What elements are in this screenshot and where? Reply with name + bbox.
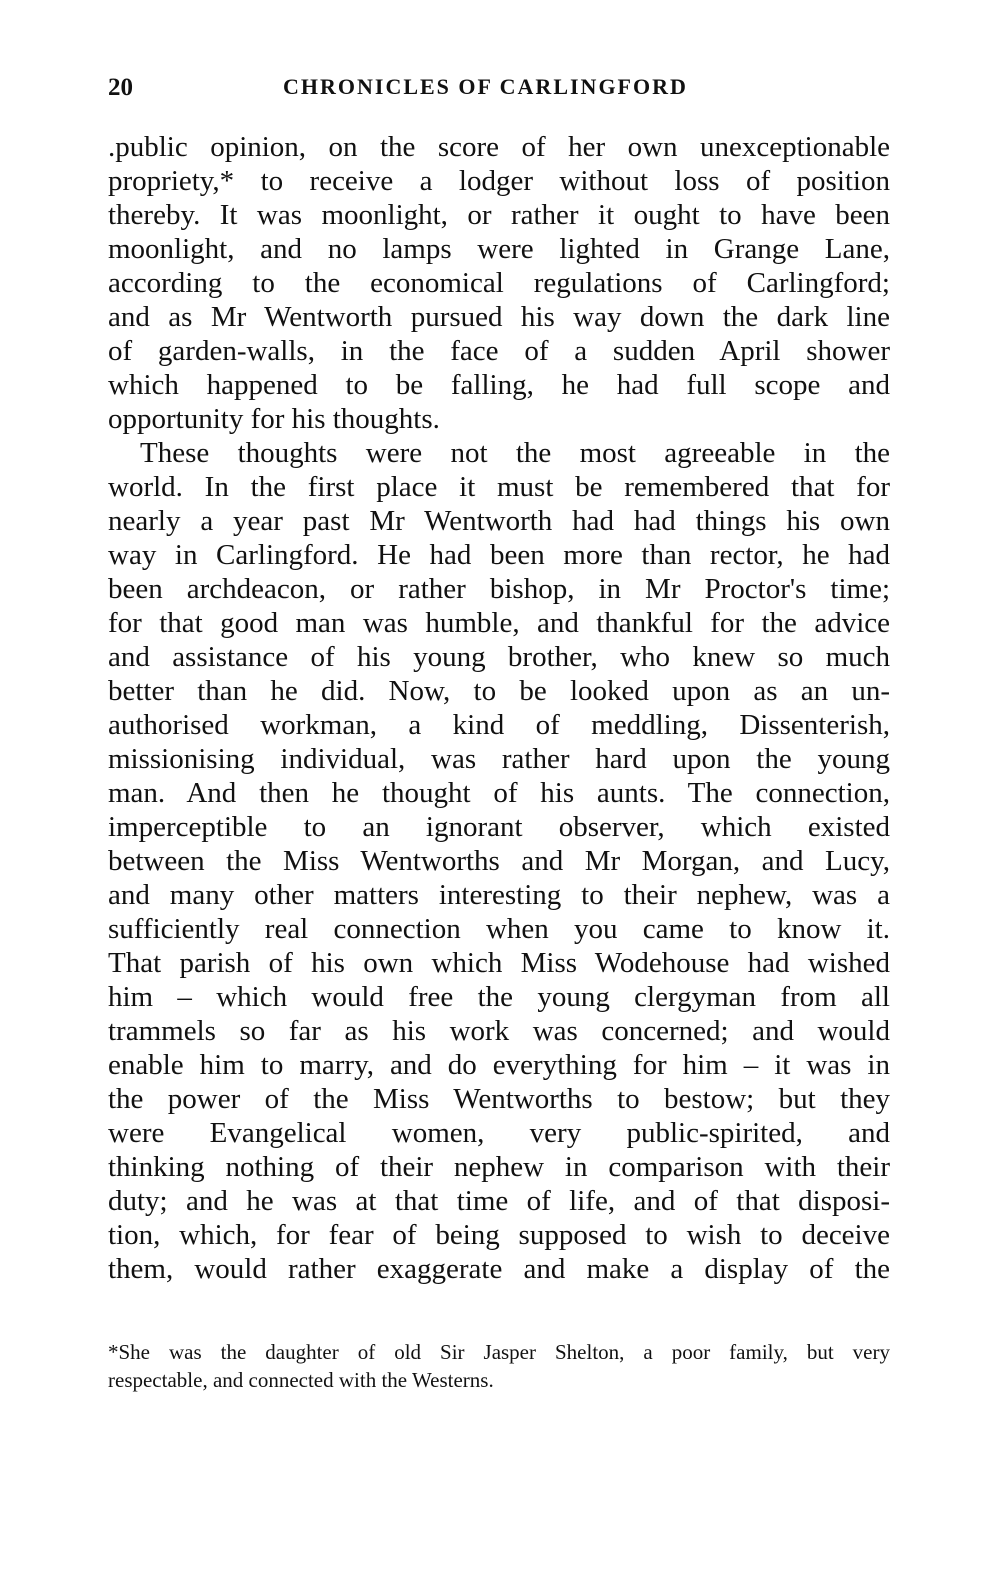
text-line: them, would rather exaggerate and make a display of the <box>108 1253 890 1285</box>
text-line: .public opinion, on the score of her own unexceptionable <box>108 131 890 163</box>
text-line: moonlight, and no lamps were lighted in Grange Lane, <box>108 233 890 265</box>
text-line: That parish of his own which Miss Wodehouse had wished <box>108 947 890 979</box>
text-line: imperceptible to an ignorant observer, which existed <box>108 811 890 843</box>
footnote-line: respectable, and connected with the Westerns. <box>108 1368 494 1392</box>
page-number: 20 <box>108 74 133 101</box>
text-line: and many other matters interesting to their nephew, was a <box>108 879 890 911</box>
text-line: opportunity for his thoughts. <box>108 403 440 435</box>
text-line: missionising individual, was rather hard upon the young <box>108 743 890 775</box>
text-line: tion, which, for fear of being supposed to wish to deceive <box>108 1219 890 1251</box>
text-line: propriety,* to receive a lodger without loss of position <box>108 165 890 197</box>
text-line: him – which would free the young clergyman from all <box>108 981 890 1013</box>
text-line: enable him to marry, and do everything for him – it was in <box>108 1049 890 1081</box>
text-line: man. And then he thought of his aunts. The connection, <box>108 777 890 809</box>
text-line: and assistance of his young brother, who knew so much <box>108 641 890 673</box>
paragraph-start-line: These thoughts were not the most agreeable in the <box>140 437 890 469</box>
text-line: duty; and he was at that time of life, and of that disposi- <box>108 1185 890 1217</box>
text-line: between the Miss Wentworths and Mr Morgan, and Lucy, <box>108 845 890 877</box>
running-title: CHRONICLES OF CARLINGFORD <box>283 74 688 99</box>
text-line: and as Mr Wentworth pursued his way down the dark line <box>108 301 890 333</box>
text-line: world. In the first place it must be remembered that for <box>108 471 890 503</box>
text-line: which happened to be falling, he had full scope and <box>108 369 890 401</box>
text-line: nearly a year past Mr Wentworth had had things his own <box>108 505 890 537</box>
text-line: trammels so far as his work was concerned; and would <box>108 1015 890 1047</box>
page-header <box>108 70 890 110</box>
text-line: according to the economical regulations of Carlingford; <box>108 267 890 299</box>
text-line: of garden-walls, in the face of a sudden April shower <box>108 335 890 367</box>
text-line: better than he did. Now, to be looked upon as an un- <box>108 675 890 707</box>
footnote-line: *She was the daughter of old Sir Jasper Shelton, a poor family, but very <box>108 1340 890 1364</box>
text-line: been archdeacon, or rather bishop, in Mr Proctor's time; <box>108 573 890 605</box>
text-line: way in Carlingford. He had been more than rector, he had <box>108 539 890 571</box>
text-line: the power of the Miss Wentworths to bestow; but they <box>108 1083 890 1115</box>
footnote <box>108 1338 890 1394</box>
text-line: thereby. It was moonlight, or rather it ought to have been <box>108 199 890 231</box>
text-line: sufficiently real connection when you came to know it. <box>108 913 890 945</box>
text-line: authorised workman, a kind of meddling, Dissenterish, <box>108 709 890 741</box>
text-line: were Evangelical women, very public-spirited, and <box>108 1117 890 1149</box>
body-text <box>108 130 890 1286</box>
text-line: thinking nothing of their nephew in comparison with their <box>108 1151 890 1183</box>
text-line: for that good man was humble, and thankful for the advice <box>108 607 890 639</box>
